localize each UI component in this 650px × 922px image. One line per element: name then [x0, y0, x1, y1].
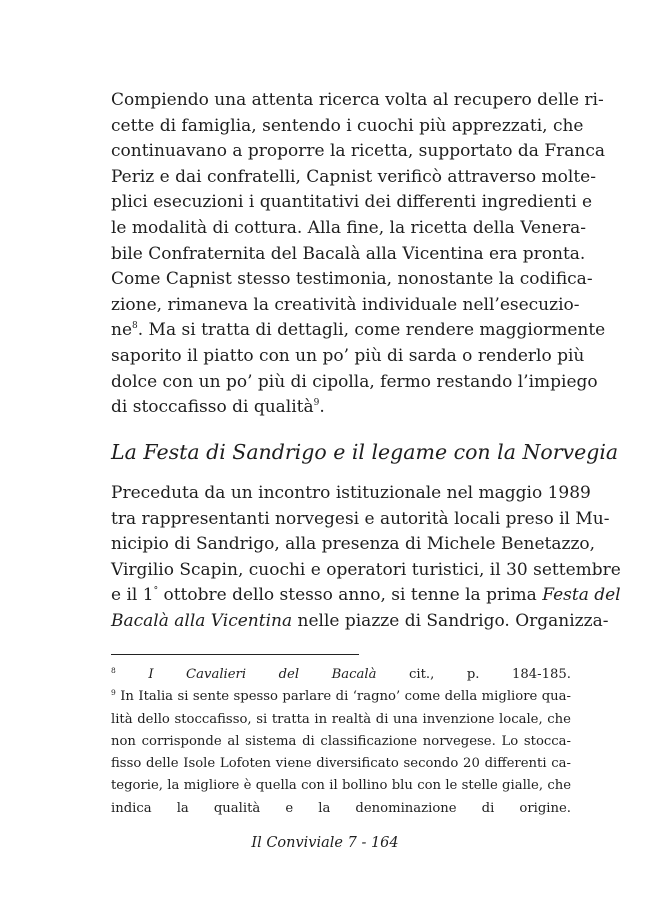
text-fragment: ne: [111, 320, 133, 341]
footnotes: [111, 664, 571, 820]
degree-sign: °: [153, 586, 159, 597]
text-line: tra rappresentanti norvegesi e autorità locali preso il Mu-: [111, 508, 610, 529]
text-line: Virgilio Scapin, cuochi e operatori turistici, il 30 settembre: [111, 559, 621, 580]
footnote-text: fisso delle Isole Lofoten viene diversificato secondo 20 differenti ca-: [111, 756, 571, 772]
text-line: Compiendo una attenta ricerca volta al recupero delle ri-: [111, 90, 604, 110]
footnote-8: [111, 664, 571, 686]
footnote-number: 8: [111, 666, 116, 675]
footnote-text: tegorie, la migliore è quella con il bollino blu con le stelle gialle, che: [111, 778, 571, 794]
text-fragment: di stoccafisso di qualità: [111, 397, 314, 418]
text-line: zione, rimaneva la creatività individuale nell’esecuzio-: [111, 294, 580, 315]
text-fragment: ottobre dello stesso anno, si tenne la prima: [158, 585, 543, 606]
text-line: bile Confraternita del Bacalà alla Vicentina era pronta.: [111, 243, 586, 264]
section-heading: La Festa di Sandrigo e il legame con la Norvegia: [111, 440, 619, 464]
text-line: [111, 395, 571, 421]
italic-title: Festa del: [542, 585, 621, 606]
page-footer: Il Conviviale 7 - 164: [251, 835, 399, 851]
text-line: Preceduta da un incontro istituzionale nel maggio 1989: [111, 483, 591, 503]
text-line: plici esecuzioni i quantitativi dei differenti ingredienti e: [111, 192, 593, 213]
paragraph-festa: [111, 481, 621, 635]
text-line: cette di famiglia, sentendo i cuochi più apprezzati, che: [111, 115, 584, 136]
text-line: le modalità di cottura. Alla fine, la ricetta della Venera-: [111, 217, 586, 238]
text-line: saporito il piatto con un po’ più di sarda o renderlo più: [111, 345, 585, 366]
text-line: nicipio di Sandrigo, alla presenza di Michele Benetazzo,: [111, 534, 596, 555]
footnote-title: I Cavalieri del Bacalà: [148, 667, 377, 682]
footnote-ref-8[interactable]: 8: [132, 321, 138, 332]
footnote-text: lità dello stoccafisso, si tratta in realtà di una invenzione locale, che: [111, 711, 571, 727]
footnote-text: indica la qualità e la denominazione di origine.: [111, 800, 571, 816]
text-line: Come Capnist stesso testimonia, nonostante la codifica-: [111, 269, 593, 290]
text-fragment: . Ma si tratta di dettagli, come rendere maggiormente: [137, 320, 606, 341]
text-line: [111, 318, 606, 344]
italic-title: Bacalà alla Vicentina: [111, 610, 293, 631]
footnote-text: cit., p. 184-185.: [376, 667, 571, 682]
footnote-ref-9[interactable]: 9: [313, 398, 320, 409]
footnote-text: In Italia si sente spesso parlare di ‘ragno’ come della migliore qua-: [115, 689, 571, 705]
text-line: [111, 583, 621, 609]
text-line: continuavano a proporre la ricetta, supportato da Franca: [111, 141, 605, 162]
footnote-9: [111, 686, 571, 708]
text-fragment: nelle piazze di Sandrigo. Organizza-: [292, 610, 609, 631]
text-fragment: e il 1: [111, 585, 154, 606]
footnote-text: non corrisponde al sistema di classificazione norvegese. Lo stocca-: [111, 733, 571, 749]
footnote-divider: [111, 654, 359, 655]
paragraph-capnist: [111, 88, 606, 421]
footnote-number: 9: [111, 688, 116, 698]
text-fragment: .: [319, 397, 325, 418]
text-line: [111, 609, 609, 635]
text-line: dolce con un po’ più di cipolla, fermo restando l’impiego: [111, 371, 598, 392]
text-line: Periz e dai confratelli, Capnist verificò attraverso molte-: [111, 166, 596, 187]
